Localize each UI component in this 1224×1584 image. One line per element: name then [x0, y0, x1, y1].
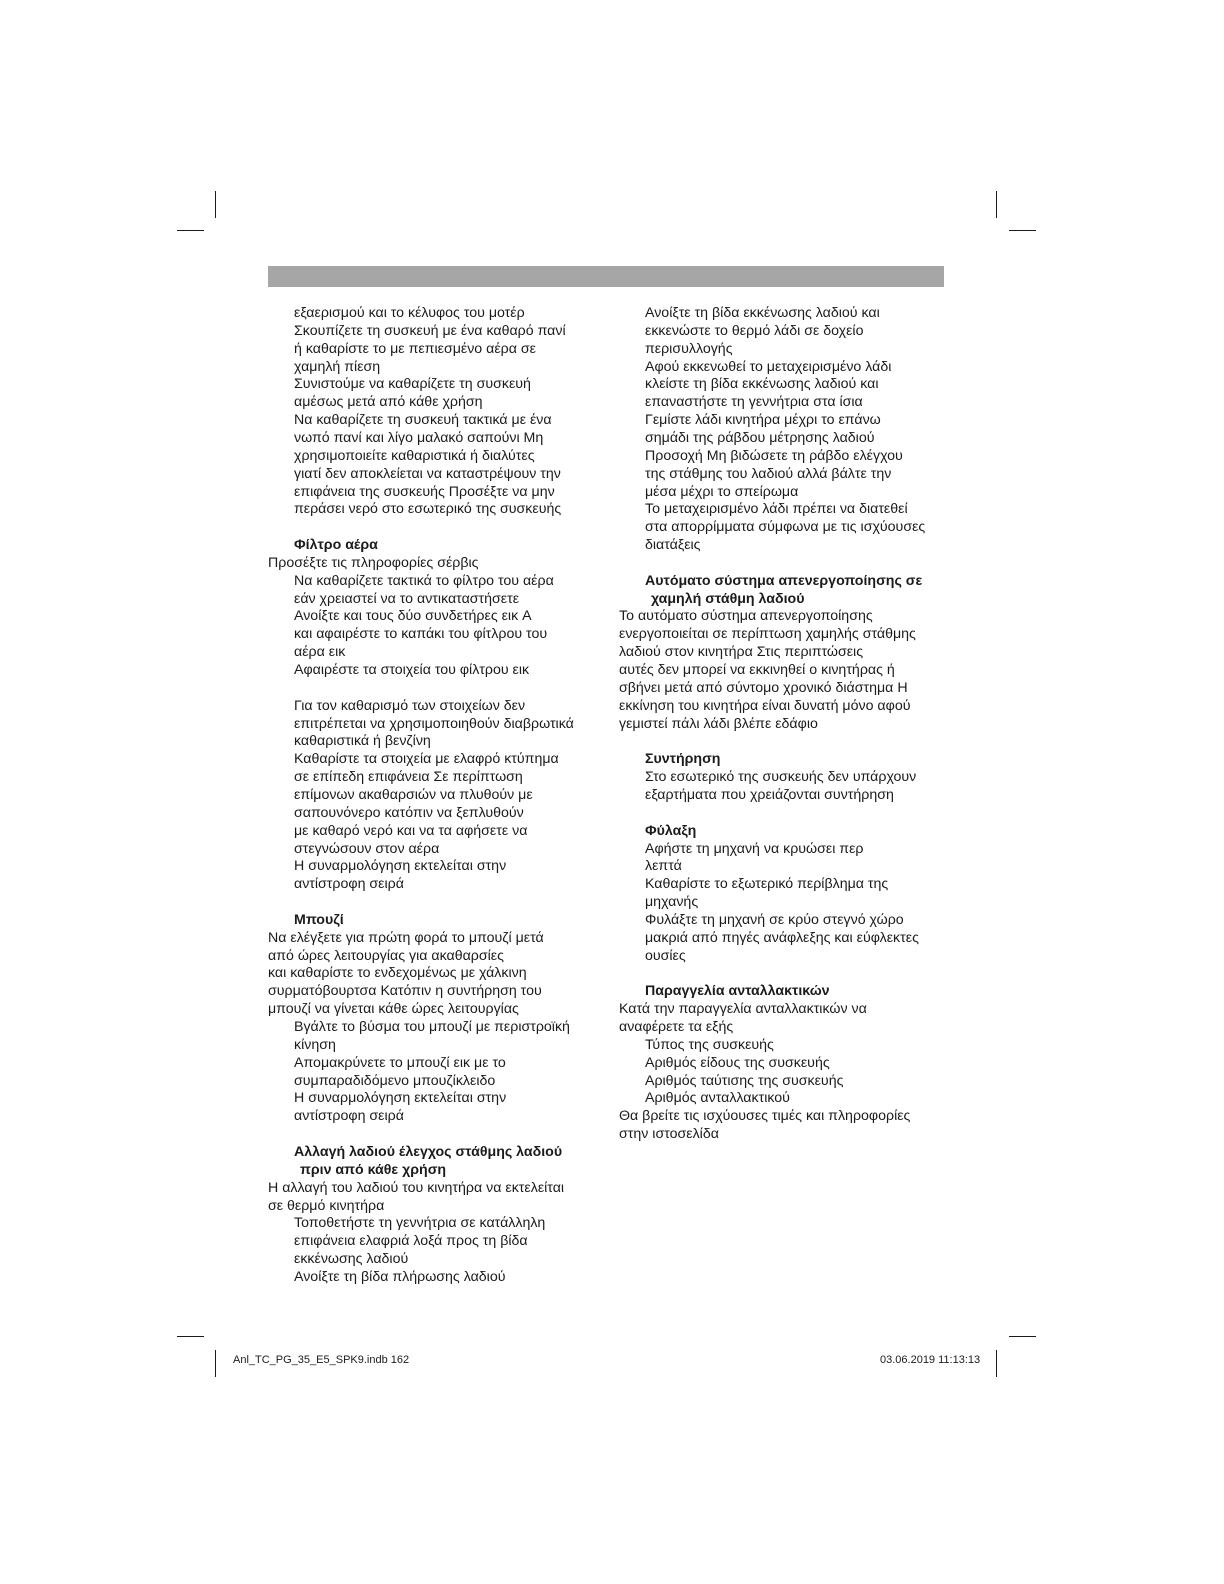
crop-mark-bottom-right-v — [996, 1350, 997, 1377]
text-line: και καθαρίστε το ενδεχομένως με χάλκινη — [268, 965, 527, 982]
text-line: λαδιού στον κινητήρα Στις περιπτώσεις — [619, 644, 864, 661]
text-line: καθαριστικά ή βενζίνη — [294, 733, 431, 750]
crop-mark-bottom-left-v — [215, 1350, 216, 1377]
text-line: Τύπος της συσκευής — [645, 1036, 774, 1053]
text-line: εκκενώστε το θερμό λάδι σε δοχείο — [645, 322, 864, 339]
crop-mark-bottom-right-h — [1009, 1336, 1036, 1337]
text-line: στην ιστοσελίδα — [619, 1126, 719, 1143]
text-line: μακριά από πηγές ανάφλεξης και εύφλεκτες — [645, 929, 919, 946]
text-line: κλείστε τη βίδα εκκένωσης λαδιού και — [645, 376, 879, 393]
text-line: αντίστροφη σειρά — [294, 1108, 404, 1125]
section-heading: Αυτόματο σύστημα απενεργοποίησης σε — [645, 572, 923, 589]
text-line: Ανοίξτε και τους δύο συνδετήρες εικ A — [294, 608, 532, 625]
section-heading: Αλλαγή λαδιού έλεγχος στάθμης λαδιού — [294, 1143, 563, 1160]
crop-mark-top-right-v — [996, 191, 997, 218]
text-line: Καθαρίστε τα στοιχεία με ελαφρό κτύπημα — [294, 751, 559, 768]
text-line: εκκένωσης λαδιού — [294, 1251, 409, 1268]
text-line: Το αυτόματο σύστημα απενεργοποίησης — [619, 608, 873, 625]
section-heading: πριν από κάθε χρήση — [300, 1161, 447, 1178]
text-line: νωπό πανί και λίγο μαλακό σαπούνι Μη — [294, 429, 544, 446]
text-line: Τοποθετήστε τη γεννήτρια σε κατάλληλη — [294, 1215, 546, 1232]
text-line: αυτές δεν μπορεί να εκκινηθεί ο κινητήρας ή — [619, 662, 895, 678]
text-line: αμέσως μετά από κάθε χρήση — [294, 394, 483, 411]
text-line: Αριθμός ανταλλακτικού — [645, 1090, 790, 1107]
text-line: εκκίνηση του κινητήρα είναι δυνατή μόνο αφού — [619, 697, 911, 714]
text-line: επιφάνεια ελαφριά λοξά προς τη βίδα — [294, 1233, 528, 1250]
text-line: της στάθμης του λαδιού αλλά βάλτε την — [645, 465, 892, 482]
section-heading: Φίλτρο αέρα — [294, 537, 378, 554]
text-line: Το μεταχειρισμένο λάδι πρέπει να διατεθεί — [645, 501, 908, 518]
text-line: ή καθαρίστε το με πεπιεσμένο αέρα σε — [294, 340, 536, 357]
text-line: Η αλλαγή του λαδιού του κινητήρα να εκτελείται — [268, 1179, 565, 1196]
text-line: Αριθμός ταύτισης της συσκευής — [645, 1072, 844, 1089]
text-line: συρματόβουρτσα Κατόπιν η συντήρηση του — [268, 983, 542, 1000]
text-line: Βγάλτε το βύσμα του μπουζί με περιστροϊκή — [294, 1019, 570, 1035]
section-heading: Συντήρηση — [645, 751, 721, 768]
text-line: αντίστροφη σειρά — [294, 876, 404, 893]
text-line: σε επίπεδη επιφάνεια Σε περίπτωση — [294, 769, 523, 786]
text-line: Γεμίστε λάδι κινητήρα μέχρι το επάνω — [645, 412, 881, 429]
text-line: μπουζί να γίνεται κάθε ώρες λειτουργίας — [268, 1001, 519, 1018]
crop-mark-bottom-left-h — [177, 1336, 204, 1337]
text-line: Κατά την παραγγελία ανταλλακτικών να — [619, 1001, 867, 1018]
crop-mark-top-right-h — [1009, 230, 1036, 231]
text-line: περάσει νερό στο εσωτερικό της συσκευής — [294, 501, 562, 518]
text-line: ουσίες — [645, 947, 686, 964]
text-line: Αφήστε τη μηχανή να κρυώσει περ — [645, 840, 864, 857]
text-line: Στο εσωτερικό της συσκευής δεν υπάρχουν — [645, 769, 917, 786]
footer-timestamp: 03.06.2019 11:13:13 — [880, 1354, 981, 1366]
text-line: επαναστήστε τη γεννήτρια στα ίσια — [645, 394, 863, 411]
text-line: Αφού εκκενωθεί το μεταχειρισμένο λάδι — [645, 358, 892, 375]
text-line: γεμιστεί πάλι λάδι βλέπε εδάφιο — [619, 715, 818, 732]
text-line: συμπαραδιδόμενο μπουζίκλειδο — [294, 1072, 496, 1089]
text-line: και αφαιρέστε το καπάκι του φίτλρου του — [294, 626, 548, 643]
text-line: αέρα εικ — [294, 644, 346, 661]
text-line: κίνηση — [294, 1036, 336, 1053]
text-line: περισυλλογής — [645, 340, 733, 357]
text-line: σαπουνόνερο κατόπιν να ξεπλυθούν — [294, 804, 524, 821]
text-line: Απομακρύνετε το μπουζί εικ με το — [294, 1054, 506, 1071]
footer-file-label: Anl_TC_PG_35_E5_SPK9.indb 162 — [233, 1354, 410, 1366]
text-line: μηχανής — [645, 894, 699, 911]
text-line: εξαερισμού και το κέλυφος του μοτέρ — [294, 305, 525, 321]
text-line: διατάξεις — [645, 537, 701, 554]
section-heading: χαμηλή στάθμη λαδιού — [651, 590, 805, 607]
text-line: Σκουπίζετε τη συσκευή με ένα καθαρό πανί — [294, 322, 566, 339]
text-line: στα απορρίμματα σύμφωνα με τις ισχύουσες — [645, 519, 926, 536]
text-line: εάν χρειαστεί να το αντικαταστήσετε — [294, 590, 520, 607]
text-line: στεγνώσουν στον αέρα — [294, 840, 440, 857]
text-line: ενεργοποιείται σε περίπτωση χαμηλής στάθμης — [619, 626, 916, 643]
text-line: σε θερμό κινητήρα — [268, 1197, 385, 1214]
text-line: Ανοίξτε τη βίδα εκκένωσης λαδιού και — [645, 305, 880, 321]
text-line: Ανοίξτε τη βίδα πλήρωσης λαδιού — [294, 1268, 506, 1285]
text-line: Φυλάξτε τη μηχανή σε κρύο στεγνό χώρο — [645, 911, 904, 928]
text-line: επίμονων ακαθαρσιών να πλυθούν με — [294, 786, 533, 803]
text-line: Να καθαρίζετε τη συσκευή τακτικά με ένα — [294, 412, 552, 429]
header-band — [268, 266, 944, 287]
text-line: Να ελέγξετε για πρώτη φορά το μπουζί μετά — [268, 929, 544, 946]
text-line: σβήνει μετά από σύντομο χρονικό διάστημα Η — [619, 679, 908, 696]
section-heading: Μπουζί — [294, 911, 344, 928]
text-line: Να καθαρίζετε τακτικά το φίλτρο του αέρα — [294, 572, 554, 589]
text-line: Καθαρίστε το εξωτερικό περίβλημα της — [645, 876, 889, 893]
text-line: εξαρτήματα που χρειάζονται συντήρηση — [645, 786, 894, 803]
text-line: με καθαρό νερό και να τα αφήσετε να — [294, 822, 528, 839]
text-line: λεπτά — [645, 858, 682, 875]
text-line: χρησιμοποιείτε καθαριστικά ή διαλύτες — [294, 447, 535, 464]
text-line: Για τον καθαρισμό των στοιχείων δεν — [294, 697, 526, 714]
section-heading: Φύλαξη — [645, 822, 697, 839]
text-line: μέσα μέχρι το σπείρωμα — [645, 483, 799, 500]
text-line: γιατί δεν αποκλείεται να καταστρέψουν την — [294, 465, 561, 482]
text-line: αναφέρετε τα εξής — [619, 1019, 734, 1035]
text-line: χαμηλή πίεση — [294, 358, 381, 375]
text-line: Αριθμός είδους της συσκευής — [645, 1054, 830, 1071]
crop-mark-top-left-v — [215, 191, 216, 218]
text-line: Αφαιρέστε τα στοιχεία του φίλτρου εικ — [294, 662, 530, 678]
crop-mark-top-left-h — [177, 230, 204, 231]
text-line: Προσέξτε τις πληροφορίες σέρβις — [268, 554, 479, 571]
text-line: Προσοχή Μη βιδώσετε τη ράβδο ελέγχου — [645, 447, 903, 464]
text-line: Συνιστούμε να καθαρίζετε τη συσκευή — [294, 376, 531, 393]
text-line: επιτρέπεται να χρησιμοποιηθούν διαβρωτικά — [294, 715, 574, 732]
section-heading: Παραγγελία ανταλλακτικών — [645, 983, 830, 1000]
text-line: Θα βρείτε τις ισχύουσες τιμές και πληροφορίες — [619, 1108, 911, 1125]
text-line: Η συναρμολόγηση εκτελείται στην — [294, 858, 507, 875]
text-line: σημάδι της ράβδου μέτρησης λαδιού — [645, 429, 875, 446]
text-line: επιφάνεια της συσκευής Προσέξτε να μην — [294, 483, 555, 500]
text-line: από ώρες λειτουργίας για ακαθαρσίες — [268, 947, 504, 964]
text-line: Η συναρμολόγηση εκτελείται στην — [294, 1090, 507, 1107]
